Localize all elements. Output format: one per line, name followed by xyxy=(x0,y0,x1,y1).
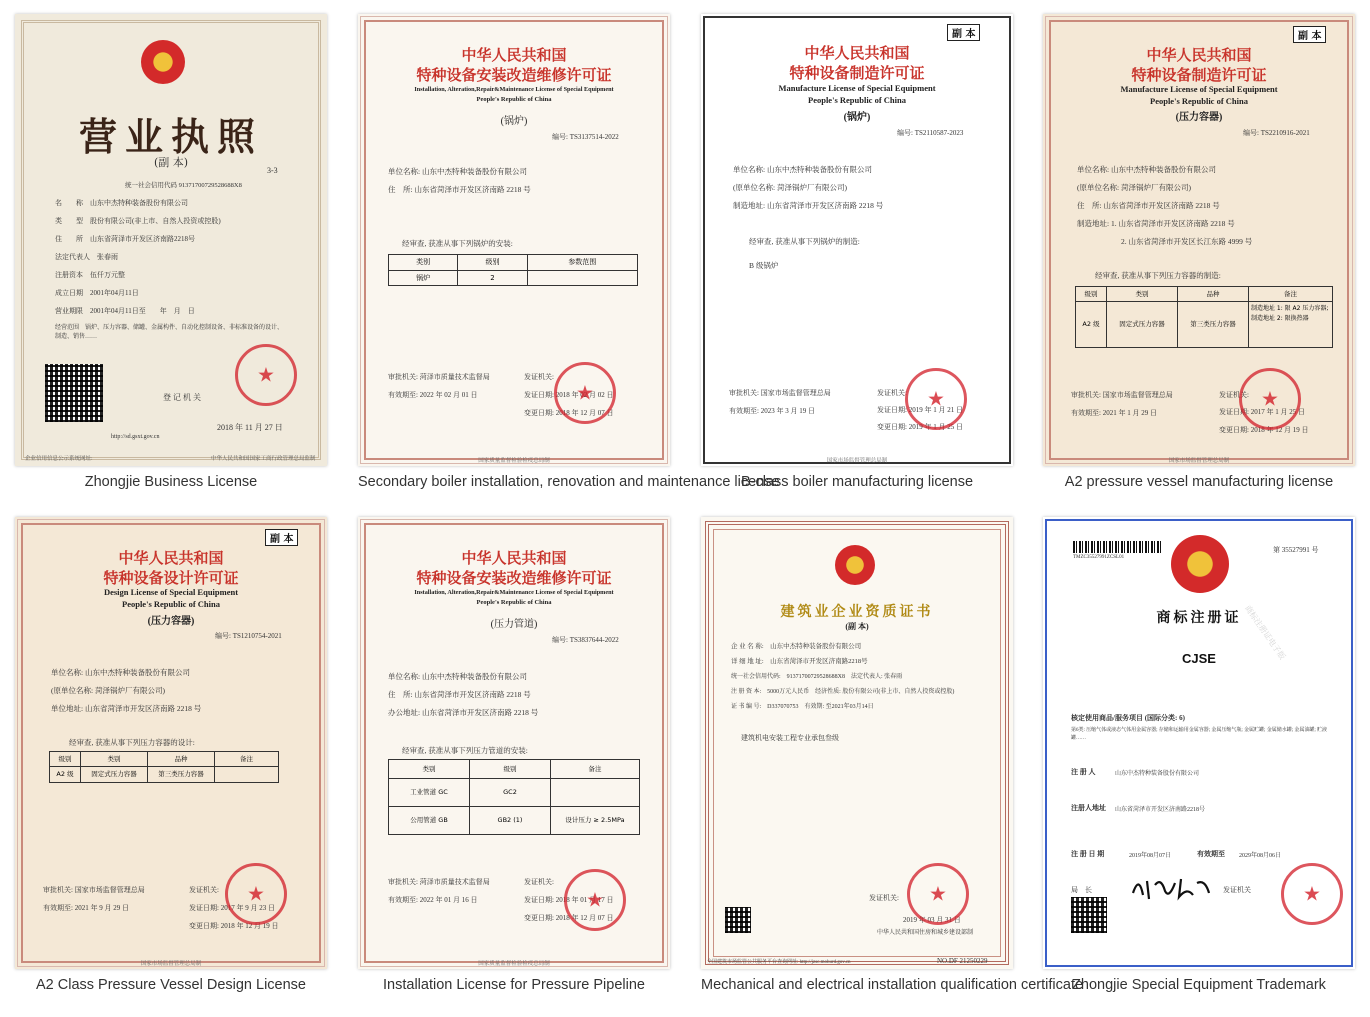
issuing-authority: 发证机关: xyxy=(877,389,907,397)
english-title-2: People's Republic of China xyxy=(808,95,906,105)
issue-date: 发证日期: 2017 年 9 月 23 日 xyxy=(189,904,275,912)
table-cell: GB2 (1) xyxy=(470,807,551,834)
certificate-caption[interactable]: Secondary boiler installation, renovation and maintenance license xyxy=(358,474,780,490)
certificate-caption[interactable]: Mechanical and electrical installation qualification certificate xyxy=(701,977,1084,993)
official-seal xyxy=(1281,863,1343,925)
former-name: (原单位名称: 菏泽锅炉厂有限公司) xyxy=(51,686,165,695)
official-seal xyxy=(905,368,967,430)
credit-code: 统一社会信用代码 91371700729528688X8 xyxy=(125,182,242,189)
license-subtitle: (副 本) xyxy=(153,156,189,169)
watermark: 商标注册证电子版 xyxy=(1242,603,1288,662)
table-cell: 公用管道 GB xyxy=(389,807,470,834)
registration-date-label: 注 册 日 期 xyxy=(1071,850,1105,858)
license-fields: 名 称 山东中杰特种装备股份有限公司 类 型 股份有限公司(非上市、自然人投资或控股) 住 所 山东省菏泽市开发区济南路2218号 法定代表人 张春雨 注册资本 伍仟万元整 成立日期 2001年04月11日 营业期限 2001年04月11日至 年 月 日 经营范围 锅炉、压力容器、储罐、金属构件、自动化控制设备、非标准设备的设计、制造、销售…… xyxy=(55,199,284,340)
certificate-thumbnail[interactable] xyxy=(358,14,670,466)
manufacturing-address-2: 2. 山东省菏泽市开发区长江东路 4999 号 xyxy=(1121,237,1253,246)
change-date: 变更日期: 2018 年 12 月 07 日 xyxy=(524,409,614,417)
certificate-caption[interactable]: Zhongjie Business License xyxy=(84,474,258,490)
table-cell: 制造地址 1: 限 A2 压力容器; 制造地址 2: 限换热器 xyxy=(1251,305,1329,322)
certificate-caption[interactable]: A2 pressure vessel manufacturing license xyxy=(1064,474,1334,490)
manufacturing-address-1: 制造地址: 1. 山东省菏泽市开发区济南路 2218 号 xyxy=(1077,219,1235,228)
approved-item: B 级锅炉 xyxy=(749,261,779,270)
title-line-2: 特种设备设计许可证 xyxy=(103,569,239,587)
title-line-1: 中华人民共和国 xyxy=(461,549,567,567)
change-date: 变更日期: 2019 年 1 月 25 日 xyxy=(877,423,963,431)
registration-number: 第 35527991 号 xyxy=(1273,546,1319,554)
table-cell: 2 xyxy=(458,271,527,285)
title-line-1: 中华人民共和国 xyxy=(461,46,567,64)
official-seal xyxy=(1239,368,1301,430)
english-title-2: People's Republic of China xyxy=(476,599,552,606)
license-number: 编号: TS1210754-2021 xyxy=(215,632,282,640)
english-title-1: Manufacture License of Special Equipment xyxy=(778,83,936,93)
title-line-2: 特种设备安装改造维修许可证 xyxy=(416,66,612,84)
approved-scope: 经审查, 获准从事下列压力管道的安装: xyxy=(402,746,528,755)
table-cell: 固定式压力容器 xyxy=(81,767,148,782)
valid-until: 有效期至: 2022 年 01 月 16 日 xyxy=(388,896,478,904)
issuing-authority: 发证机关 xyxy=(1223,886,1251,894)
boiler-manufacturing-document xyxy=(701,14,1013,466)
official-seal xyxy=(235,344,297,406)
certificate-caption[interactable]: Zhongjie Special Equipment Trademark xyxy=(1072,977,1326,993)
manufacturing-address: 制造地址: 山东省菏泽市开发区济南路 2218 号 xyxy=(733,201,884,210)
footer: 国家质量监督检验检疫总局制 xyxy=(478,458,550,464)
approved-scope: 经审查, 获准从事下列锅炉的安装: xyxy=(402,239,513,248)
barcode-text: TMZC35527991ZCSL01 xyxy=(1073,555,1125,560)
qr-code xyxy=(45,364,103,422)
table-header: 品种 xyxy=(1178,287,1249,301)
issue-date: 发证日期: 2017 年 1 月 25 日 xyxy=(1219,408,1305,416)
scope-table xyxy=(1075,286,1333,348)
address: 住 所: 山东省菏泽市开发区济南路 2218 号 xyxy=(388,690,531,699)
table-header: 类别 xyxy=(1107,287,1178,301)
license-number: 编号: TS2210916-2021 xyxy=(1243,129,1310,137)
change-date: 变更日期: 2018 年 12 月 19 日 xyxy=(189,922,279,930)
footer: 国家质量监督检验检疫总局制 xyxy=(478,961,550,967)
valid-until: 有效期至: 2021 年 1 月 29 日 xyxy=(1071,409,1157,417)
official-seal xyxy=(225,863,287,925)
table-header: 级别 xyxy=(50,752,81,766)
title-line-2: 特种设备安装改造维修许可证 xyxy=(416,569,612,587)
valid-until: 有效期至: 2022 年 02 月 01 日 xyxy=(388,391,478,399)
address: 住 所: 山东省菏泽市开发区济南路 2218 号 xyxy=(1077,201,1220,210)
trademark-certificate-title: 商标注册证 xyxy=(1156,610,1242,626)
title-line-1: 中华人民共和国 xyxy=(1146,46,1252,64)
english-title-1: Manufacture License of Special Equipment xyxy=(1120,84,1278,94)
approval-authority: 审批机关: 菏泽市质量技术监督局 xyxy=(388,878,490,886)
address: 住 所: 山东省菏泽市开发区济南路 2218 号 xyxy=(388,185,531,194)
certificate-thumbnail[interactable] xyxy=(701,14,1013,466)
approval-authority: 审批机关: 国家市场监督管理总局 xyxy=(1071,391,1173,399)
unit-name: 单位名称: 山东中杰特种装备股份有限公司 xyxy=(388,672,527,681)
license-number: 编号: TS3137514-2022 xyxy=(552,133,619,141)
license-number: 编号: TS2110587-2023 xyxy=(897,129,964,137)
approved-scope: 经审查, 获准从事下列压力容器的设计: xyxy=(69,738,195,747)
table-cell xyxy=(215,767,278,782)
official-seal xyxy=(907,863,969,925)
national-emblem-icon xyxy=(1171,535,1229,593)
footer-left: 企业信用信息公示系统网址: xyxy=(25,456,93,462)
national-emblem-icon xyxy=(835,545,875,585)
valid-until-label: 有效期至 xyxy=(1197,850,1225,858)
signature-icon xyxy=(1129,873,1213,903)
table-cell: 工业管道 GC xyxy=(389,779,470,806)
table-header: 类别 xyxy=(389,255,458,270)
license-number: 编号: TS3837644-2022 xyxy=(552,636,619,644)
qr-code xyxy=(725,907,751,933)
registrant: 山东中杰特种装备股份有限公司 xyxy=(1115,771,1200,777)
english-title-2: People's Republic of China xyxy=(1150,96,1248,106)
certificate-thumbnail[interactable] xyxy=(15,517,327,969)
category: (压力容器) xyxy=(1175,112,1223,123)
goods-services-label: 核定使用商品/服务项目 (国际分类: 6) xyxy=(1071,714,1185,722)
english-title-2: People's Republic of China xyxy=(122,599,220,609)
footer: 国家市场监督管理总局制 xyxy=(826,458,888,464)
table-cell: 第三类压力容器 xyxy=(1178,302,1249,347)
approved-scope: 经审查, 获准从事下列锅炉的制造: xyxy=(749,237,860,246)
table-header: 级别 xyxy=(458,255,527,270)
change-date: 变更日期: 2018 年 12 月 07 日 xyxy=(524,914,614,922)
certificate-subtitle: (副 本) xyxy=(845,622,869,631)
footer-right: 中华人民共和国国家工商行政管理总局监制 xyxy=(211,456,316,462)
issuing-authority: 发证机关: xyxy=(1219,391,1249,399)
goods-services: 第6类: 压缩气体或液态气体用金属容器; 存储和运输用金属容器; 金属压缩气瓶; 金属贮罐; 金属储水罐; 金属油罐; 贮液罐…… xyxy=(1071,728,1327,741)
title-line-2: 特种设备制造许可证 xyxy=(1131,66,1267,84)
copy-label: 副 本 xyxy=(1293,26,1326,43)
unit-name: 单位名称: 山东中杰特种装备股份有限公司 xyxy=(388,167,527,176)
footer: 国家市场监督管理总局制 xyxy=(140,961,202,967)
table-header: 备注 xyxy=(240,755,253,763)
table-header: 备注 xyxy=(1284,290,1297,298)
approved-scope: 经审查, 获准从事下列压力容器的制造: xyxy=(1095,271,1221,280)
office-address: 办公地址: 山东省菏泽市开发区济南路 2218 号 xyxy=(388,708,539,717)
issuing-authority: 发证机关: xyxy=(869,894,899,902)
english-title-2: People's Republic of China xyxy=(476,96,552,103)
table-cell: 设计压力 ≥ 2.5MPa xyxy=(565,816,625,824)
approval-authority: 审批机关: 菏泽市质量技术监督局 xyxy=(388,373,490,381)
address-label: 注册人地址 xyxy=(1071,804,1106,812)
qualification-scope: 建筑机电安装工程专业承包叁级 xyxy=(741,734,839,742)
valid-until: 有效期至: 2023 年 3 月 19 日 xyxy=(729,407,815,415)
business-license-document xyxy=(15,14,327,466)
table-header: 备注 xyxy=(588,765,602,773)
certificate-thumbnail[interactable] xyxy=(701,517,1013,969)
table-cell: A2 级 xyxy=(50,767,81,782)
category: (锅炉) xyxy=(500,116,528,127)
issue-date: 发证日期: 2018 年 01 月 17 日 xyxy=(524,896,614,904)
category: (压力管道) xyxy=(490,619,538,630)
verify-url: http://sd.gsxt.gov.cn xyxy=(111,434,160,440)
scope-table xyxy=(388,254,638,286)
issue-date: 发证日期: 2019 年 1 月 21 日 xyxy=(877,406,963,414)
platform-url: 全国建筑市场监管公共服务平台查询网址: http://jzsc.mohurd.gov.cn xyxy=(707,960,851,965)
certificate-serial: NO.DF 21250229 xyxy=(937,957,988,965)
copy-label: 副 本 xyxy=(947,24,980,41)
certificate-thumbnail[interactable] xyxy=(15,14,327,466)
category: (锅炉) xyxy=(843,112,871,123)
table-cell xyxy=(551,779,639,806)
unit-address: 单位地址: 山东省菏泽市开发区济南路 2218 号 xyxy=(51,704,202,713)
qr-code xyxy=(1071,897,1107,933)
registration-date: 2019年08月07日 xyxy=(1129,853,1172,859)
unit-name: 单位名称: 山东中杰特种装备股份有限公司 xyxy=(733,165,872,174)
english-title-1: Installation, Alteration,Repair&Maintenance License of Special Equipment xyxy=(414,86,614,93)
certificate-caption[interactable]: B-class boiler manufacturing license xyxy=(740,474,974,490)
table-cell: GC2 xyxy=(470,779,551,806)
valid-until: 2029年08月06日 xyxy=(1239,853,1282,859)
table-cell: 第三类压力容器 xyxy=(148,767,215,782)
table-cell: 锅炉 xyxy=(389,271,458,285)
table-row xyxy=(389,807,639,834)
certificate-fields: 企 业 名 称: 山东中杰特种装备股份有限公司 详 细 地 址: 山东省菏泽市开发区济南路2218号 统一社会信用代码: 91371700729528688X8 法定代表人: 张春雨 注 册 资 本: 5000万元人民币 经济性质: 股份有限公司(非上市、自然人投资或控股) 证 书 编 号: D337070753 有效期: 至2021年03月14日 xyxy=(731,643,955,710)
issuing-authority: 发证机关: xyxy=(524,373,554,381)
construction-qualification-document xyxy=(701,517,1013,969)
table-row xyxy=(389,779,639,807)
former-name: (原单位名称: 菏泽锅炉厂有限公司) xyxy=(733,183,847,192)
english-title-1: Installation, Alteration,Repair&Maintenance License of Special Equipment xyxy=(414,589,614,596)
table-cell: A2 级 xyxy=(1076,302,1107,347)
registrant-address: 山东省菏泽市开发区济南路2218号 xyxy=(1115,807,1206,813)
table-cell: 固定式压力容器 xyxy=(1107,302,1178,347)
change-date: 变更日期: 2018 年 12 月 19 日 xyxy=(1219,426,1309,434)
pressure-pipeline-document xyxy=(358,517,670,969)
license-title: 营业执照 xyxy=(78,114,263,159)
certificate-thumbnail[interactable] xyxy=(1043,14,1355,466)
table-header: 类别 xyxy=(81,752,148,766)
chief-signature xyxy=(1129,873,1213,903)
trademark-document xyxy=(1043,517,1355,969)
registration-office: 登 记 机 关 xyxy=(163,393,201,402)
certificate-caption[interactable]: A2 Class Pressure Vessel Design License xyxy=(36,977,306,993)
valid-until: 有效期至: 2021 年 9 月 29 日 xyxy=(43,904,129,912)
issuing-authority: 发证机关: xyxy=(524,878,554,886)
category: (压力容器) xyxy=(147,616,195,627)
certificate-title: 建筑业企业资质证书 xyxy=(780,604,934,620)
official-seal xyxy=(554,362,616,424)
pressure-vessel-design-document xyxy=(15,517,327,969)
certificate-caption[interactable]: Installation License for Pressure Pipeline xyxy=(383,977,645,993)
issue-date: 2018 年 11 月 27 日 xyxy=(217,423,283,432)
trademark-mark: CJSE xyxy=(1182,651,1216,666)
table-cell xyxy=(528,271,637,285)
issuing-authority: 发证机关: xyxy=(189,886,219,894)
certificate-thumbnail[interactable] xyxy=(358,517,670,969)
scope-table xyxy=(388,759,640,835)
chief-label: 局 长 xyxy=(1071,886,1092,894)
table-header: 品种 xyxy=(148,752,215,766)
former-name: (原单位名称: 菏泽锅炉厂有限公司) xyxy=(1077,183,1191,192)
unit-name: 单位名称: 山东中杰特种装备股份有限公司 xyxy=(51,668,190,677)
page-number: 3-3 xyxy=(267,166,278,175)
table-header: 级别 xyxy=(470,760,551,778)
boiler-installation-document xyxy=(358,14,670,466)
pressure-vessel-manufacturing-document xyxy=(1043,14,1355,466)
national-emblem-icon xyxy=(141,40,185,84)
issue-date: 发证日期: 2018 年 02 月 02 日 xyxy=(524,391,614,399)
barcode xyxy=(1073,541,1163,553)
title-line-1: 中华人民共和国 xyxy=(118,549,224,567)
certificate-maker: 中华人民共和国住房和城乡建设部制 xyxy=(877,930,974,936)
unit-name: 单位名称: 山东中杰特种装备股份有限公司 xyxy=(1077,165,1216,174)
issue-date: 2019 年 03 月 31 日 xyxy=(903,916,961,924)
title-line-1: 中华人民共和国 xyxy=(804,44,910,62)
table-header: 类别 xyxy=(389,760,470,778)
approval-authority: 审批机关: 国家市场监督管理总局 xyxy=(43,886,145,894)
official-seal xyxy=(564,869,626,931)
title-line-2: 特种设备制造许可证 xyxy=(789,64,925,82)
english-title-1: Design License of Special Equipment xyxy=(103,587,239,597)
certificate-thumbnail[interactable] xyxy=(1043,517,1355,969)
registrant-label: 注 册 人 xyxy=(1071,768,1096,776)
footer: 国家市场监督管理总局制 xyxy=(1168,458,1230,464)
table-header: 参数范围 xyxy=(568,258,597,266)
table-header: 级别 xyxy=(1076,287,1107,301)
approval-authority: 审批机关: 国家市场监督管理总局 xyxy=(729,389,831,397)
copy-label: 副 本 xyxy=(265,529,298,546)
scope-table xyxy=(49,751,279,783)
